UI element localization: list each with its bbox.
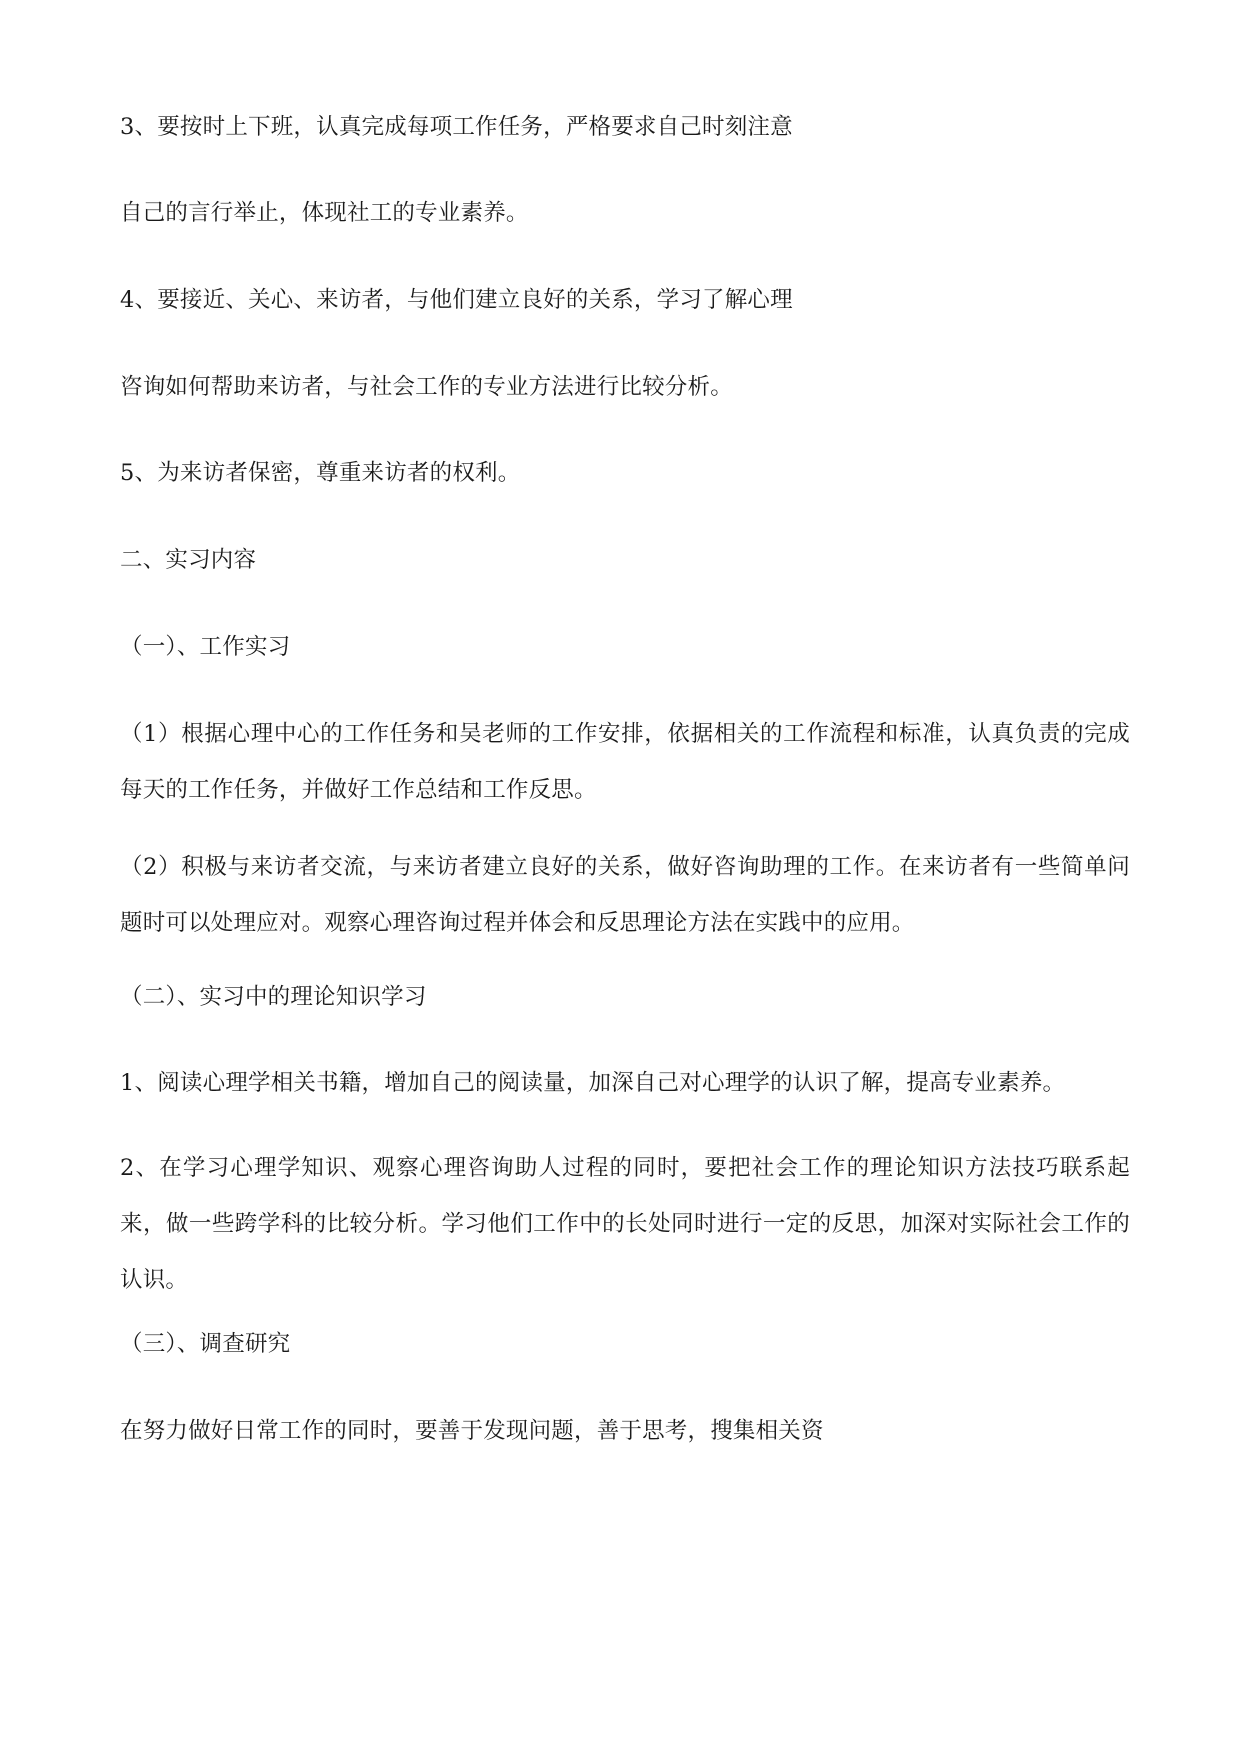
item-4-line-1: 4、要接近、关心、来访者，与他们建立良好的关系，学习了解心理 — [120, 287, 793, 313]
theory-item-1: 1、阅读心理学相关书籍，增加自己的阅读量，加深自己对心理学的认识了解，提高专业素养。 — [120, 1070, 1066, 1096]
item-5: 5、为来访者保密，尊重来访者的权利。 — [120, 460, 521, 486]
subsection-heading-1: （一）、工作实习 — [120, 634, 291, 660]
work-practice-paragraph-1: （1）根据心理中心的工作任务和吴老师的工作安排，依据相关的工作流程和标准，认真负责的完成每天的工作任务，并做好工作总结和工作反思。 — [120, 721, 1130, 803]
subsection-heading-3: （三）、调查研究 — [120, 1331, 291, 1357]
theory-item-2: 2、在学习心理学知识、观察心理咨询助人过程的同时，要把社会工作的理论知识方法技巧联系起来，做一些跨学科的比较分析。学习他们工作中的长处同时进行一定的反思，加深对实际社会工作的认识。 — [120, 1155, 1130, 1293]
item-3-line-2: 自己的言行举止，体现社工的专业素养。 — [120, 200, 529, 226]
item-3-line-1: 3、要按时上下班，认真完成每项工作任务，严格要求自己时刻注意 — [120, 114, 793, 140]
section-heading-2: 二、实习内容 — [120, 547, 257, 573]
research-paragraph: 在努力做好日常工作的同时，要善于发现问题，善于思考，搜集相关资 — [120, 1418, 824, 1444]
subsection-heading-2: （二）、实习中的理论知识学习 — [120, 984, 427, 1010]
item-4-line-2: 咨询如何帮助来访者，与社会工作的专业方法进行比较分析。 — [120, 374, 733, 400]
work-practice-paragraph-2: （2）积极与来访者交流，与来访者建立良好的关系，做好咨询助理的工作。在来访者有一些简单问题时可以处理应对。观察心理咨询过程并体会和反思理论方法在实践中的应用。 — [120, 854, 1130, 936]
